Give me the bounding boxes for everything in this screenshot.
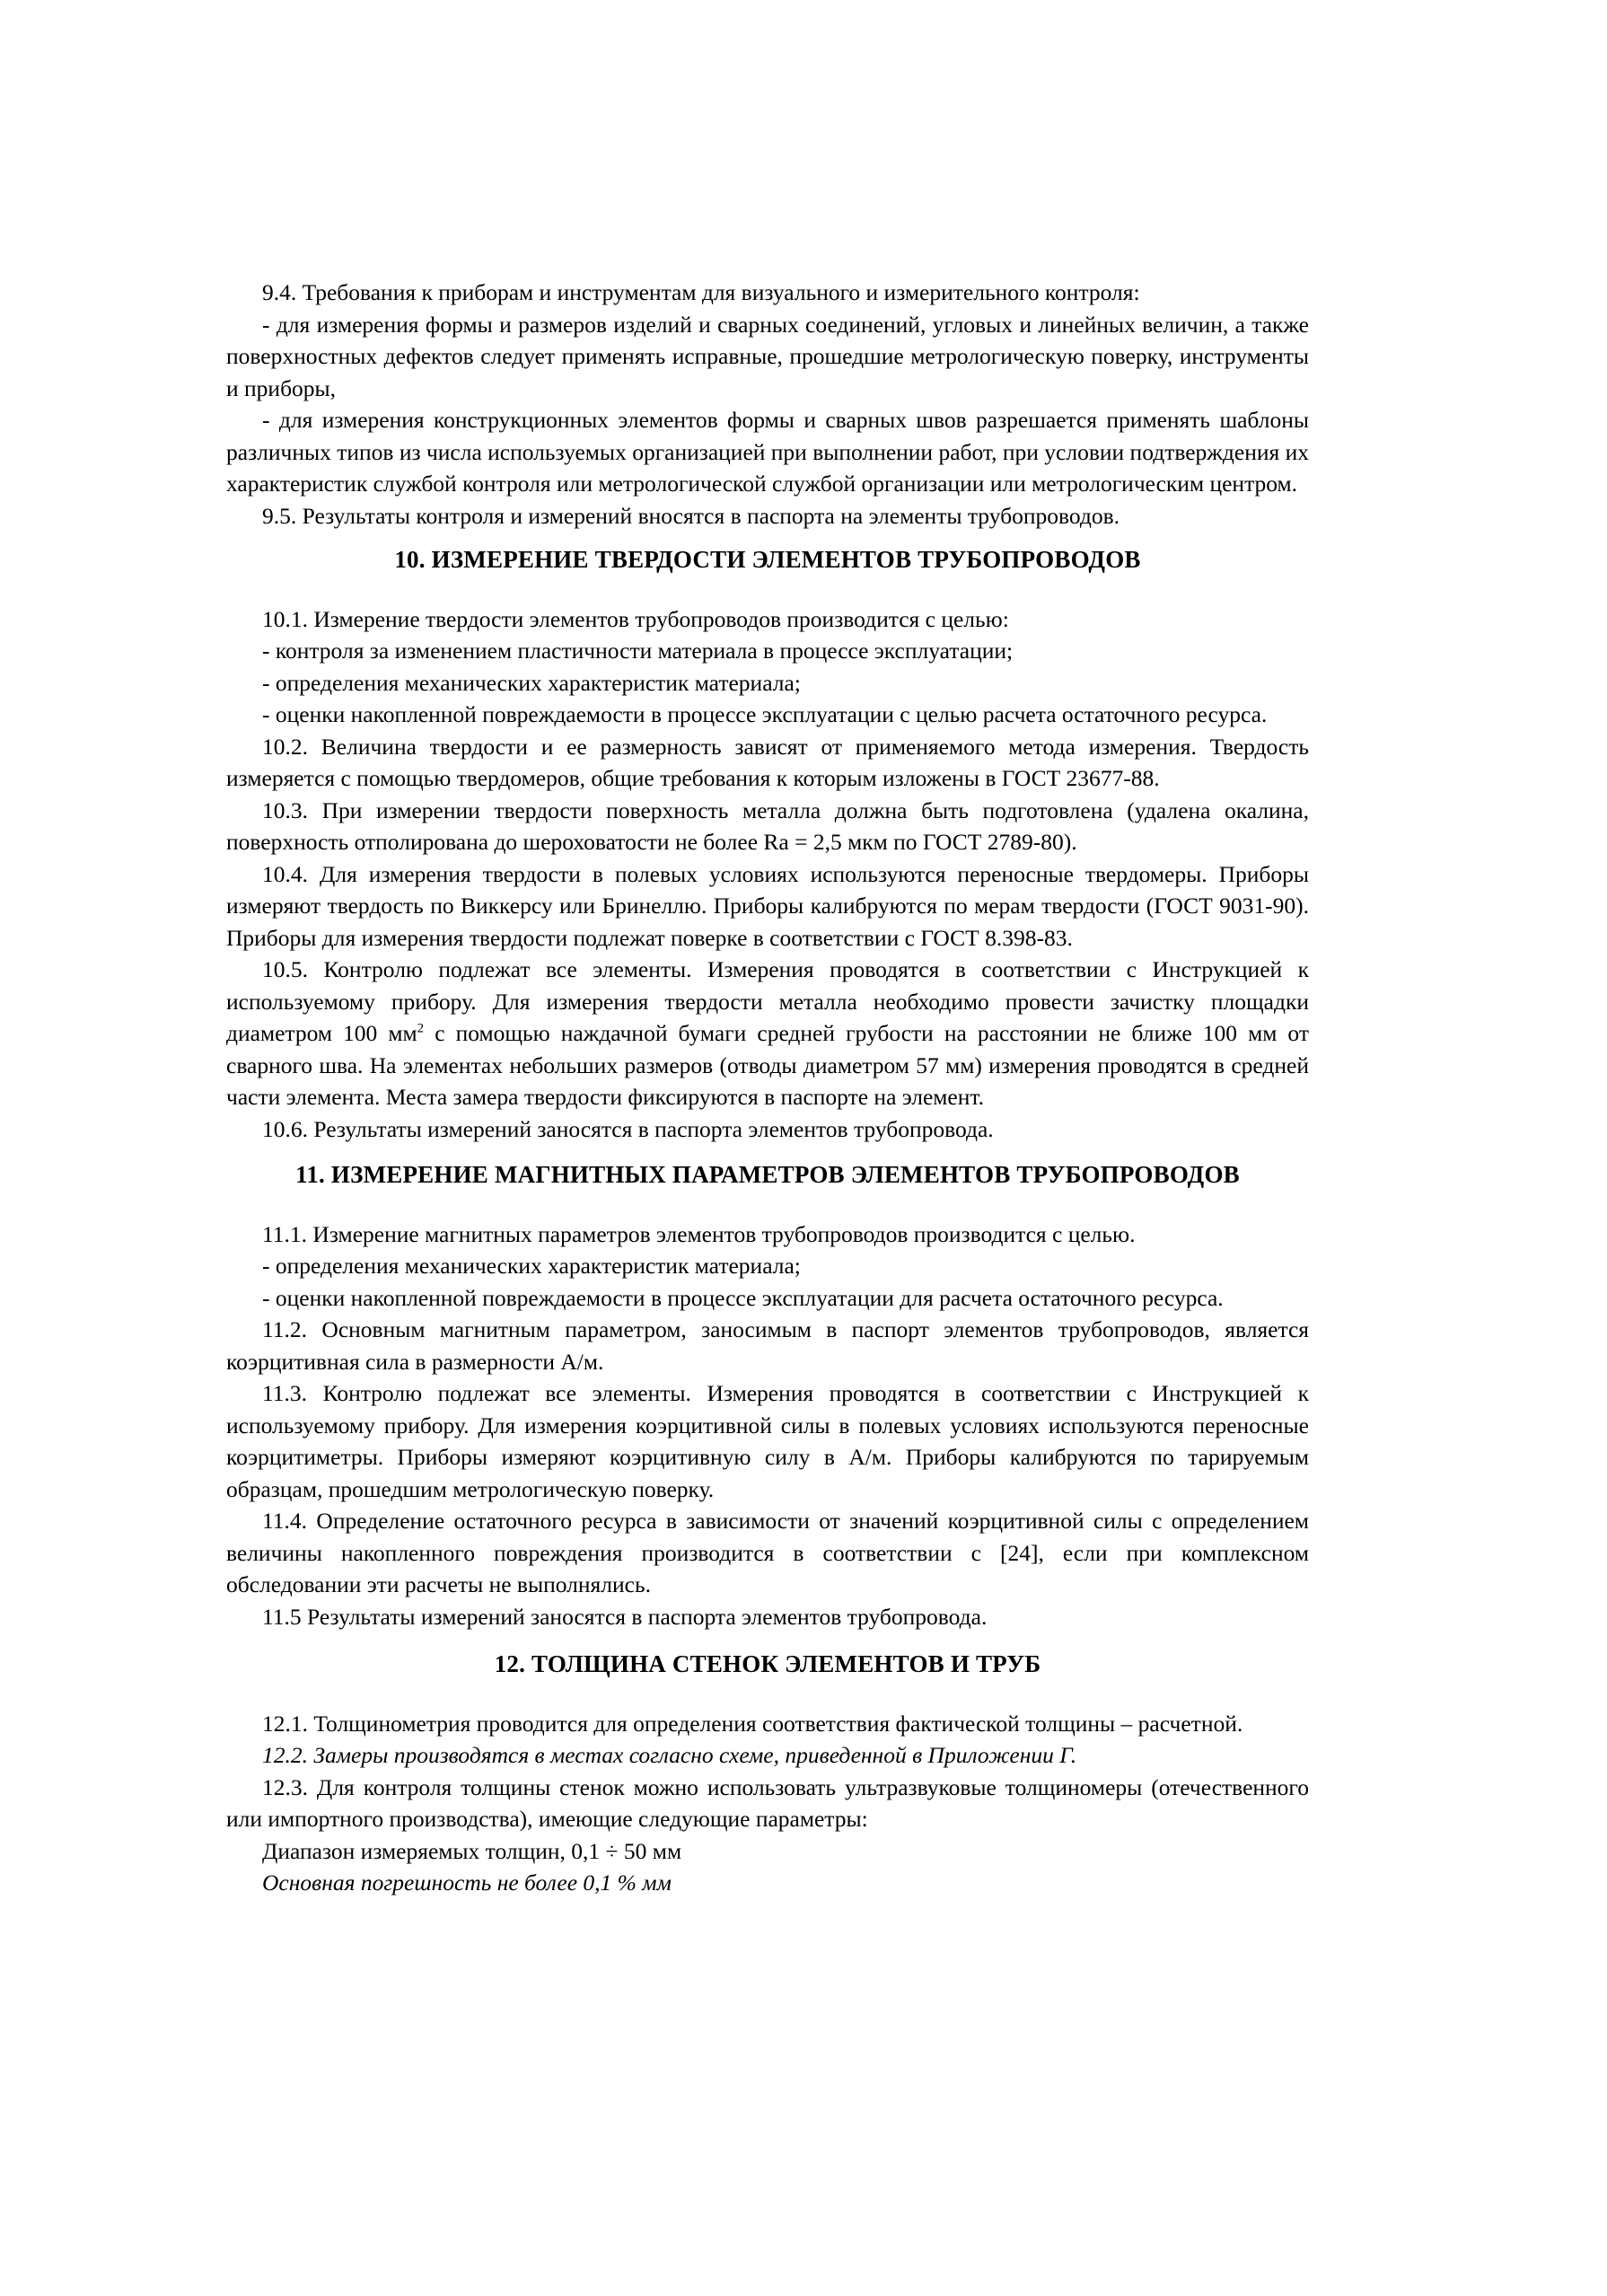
- paragraph-10-5-part-1: 10.5. Контролю подлежат все элементы. Измерения проводятся в соответствии с Инструкцией к используемому прибору. Для измерения твердости металла необходимо провести зачистку площадки диаметром 100 мм: [226, 956, 1309, 1046]
- parameter-thickness-range: Диапазон измеряемых толщин, 0,1 ÷ 50 мм: [262, 1837, 682, 1864]
- paragraph-12-3: 12.3. Для контроля толщины стенок можно использовать ультразвуковые толщиномеры (отечественного или импортного производства), имеющие следующие параметры:: [226, 1773, 1309, 1832]
- list-item-damage-assessment-11: - оценки накопленной повреждаемости в процессе эксплуатации для расчета остаточного ресурса.: [262, 1284, 1224, 1311]
- parameter-base-error: Основная погрешность не более 0,1 % мм: [262, 1869, 672, 1896]
- paragraph-10-1: 10.1. Измерение твердости элементов трубопроводов производится с целью:: [262, 605, 1009, 632]
- paragraph-10-5: [226, 954, 1309, 1113]
- paragraph-12-2: 12.2. Замеры производятся в местах согласно схеме, приведенной в Приложении Г.: [262, 1742, 1077, 1768]
- paragraph-10-4: 10.4. Для измерения твердости в полевых условиях используются переносные твердомеры. Приборы измеряют твердость по Виккерсу или Бринеллю. Приборы калибруются по мерам твердости (ГОСТ 9031-90). Приборы для измерения твердости подлежат поверке в соответствии с ГОСТ 8.398-83.: [226, 860, 1309, 951]
- paragraph-10-5-part-2: с помощью наждачной бумаги средней грубости на расстоянии не ближе 100 мм от сварного шва. На элементах небольших размеров (отводы диаметром 57 мм) измерения проводятся в средней части элемента. Места замера твердости фиксируются в паспорте на элемент.: [226, 1020, 1309, 1110]
- list-item-damage-assessment: - оценки накопленной повреждаемости в процессе эксплуатации с целью расчета остаточного ресурса.: [262, 701, 1268, 727]
- list-item-form-measurement: - для измерения формы и размеров изделий и сварных соединений, угловых и линейных величин, а также поверхностных дефектов следует применять исправные, прошедшие метрологическую поверку, инструменты и приборы,: [226, 311, 1309, 401]
- paragraph-9-4: 9.4. Требования к приборам и инструментам для визуального и измерительного контроля:: [262, 279, 1140, 305]
- list-item-plasticity-control: - контроля за изменением пластичности материала в процессе эксплуатации;: [262, 638, 1014, 664]
- section-title-11: 11. ИЗМЕРЕНИЕ МАГНИТНЫХ ПАРАМЕТРОВ ЭЛЕМЕНТОВ ТРУБОПРОВОДОВ: [295, 1161, 1240, 1188]
- superscript-2: 2: [417, 1021, 425, 1036]
- document-page: [226, 277, 1309, 1899]
- section-title-12: 12. ТОЛЩИНА СТЕНОК ЭЛЕМЕНТОВ И ТРУБ: [494, 1650, 1041, 1677]
- paragraph-10-6: 10.6. Результаты измерений заносятся в паспорта элементов трубопровода.: [262, 1115, 994, 1142]
- paragraph-9-5: 9.5. Результаты контроля и измерений вносятся в паспорта на элементы трубопроводов.: [262, 502, 1120, 529]
- list-item-mechanical-properties: - определения механических характеристик материала;: [262, 669, 801, 696]
- paragraph-11-4: 11.4. Определение остаточного ресурса в зависимости от значений коэрцитивной силы с определением величины накопленного повреждения производится в соответствии с [24], если при комплексном обследовании эти расчеты не выполнялись.: [226, 1508, 1309, 1597]
- paragraph-10-3: 10.3. При измерении твердости поверхность металла должна быть подготовлена (удалена окалина, поверхность отполирована до шероховатости не более Ra = 2,5 мкм по ГОСТ 2789-80).: [226, 796, 1309, 855]
- list-item-mechanical-properties-11: - определения механических характеристик материала;: [262, 1253, 801, 1279]
- paragraph-11-2: 11.2. Основным магнитным параметром, заносимым в паспорт элементов трубопроводов, является коэрцитивная сила в размерности А/м.: [226, 1316, 1309, 1375]
- section-title-10: 10. ИЗМЕРЕНИЕ ТВЕРДОСТИ ЭЛЕМЕНТОВ ТРУБОПРОВОДОВ: [394, 546, 1141, 573]
- paragraph-10-2: 10.2. Величина твердости и ее размерность зависят от применяемого метода измерения. Твердость измеряется с помощью твердомеров, общие требования к которым изложены в ГОСТ 23677-88.: [226, 733, 1309, 791]
- paragraph-11-5: 11.5 Результаты измерений заносятся в паспорта элементов трубопровода.: [262, 1603, 988, 1630]
- paragraph-11-1: 11.1. Измерение магнитных параметров элементов трубопроводов производится с целью.: [262, 1220, 1136, 1247]
- paragraph-12-1: 12.1. Толщинометрия проводится для определения соответствия фактической толщины – расчетной.: [262, 1710, 1243, 1737]
- paragraph-11-3: 11.3. Контролю подлежат все элементы. Измерения проводятся в соответствии с Инструкцией к используемому прибору. Для измерения коэрцитивной силы в полевых условиях используются переносные коэрцитиметры. Приборы измеряют коэрцитивную силу в А/м. Приборы калибруются по тарируемым образцам, прошедшим метрологическую поверку.: [226, 1380, 1309, 1502]
- list-item-templates: - для измерения конструкционных элементов формы и сварных швов разрешается применять шаблоны различных типов из числа используемых организацией при выполнении работ, при условии подтверждения их характеристик службой контроля или метрологической службой организации или метрологическим центром.: [226, 407, 1309, 497]
